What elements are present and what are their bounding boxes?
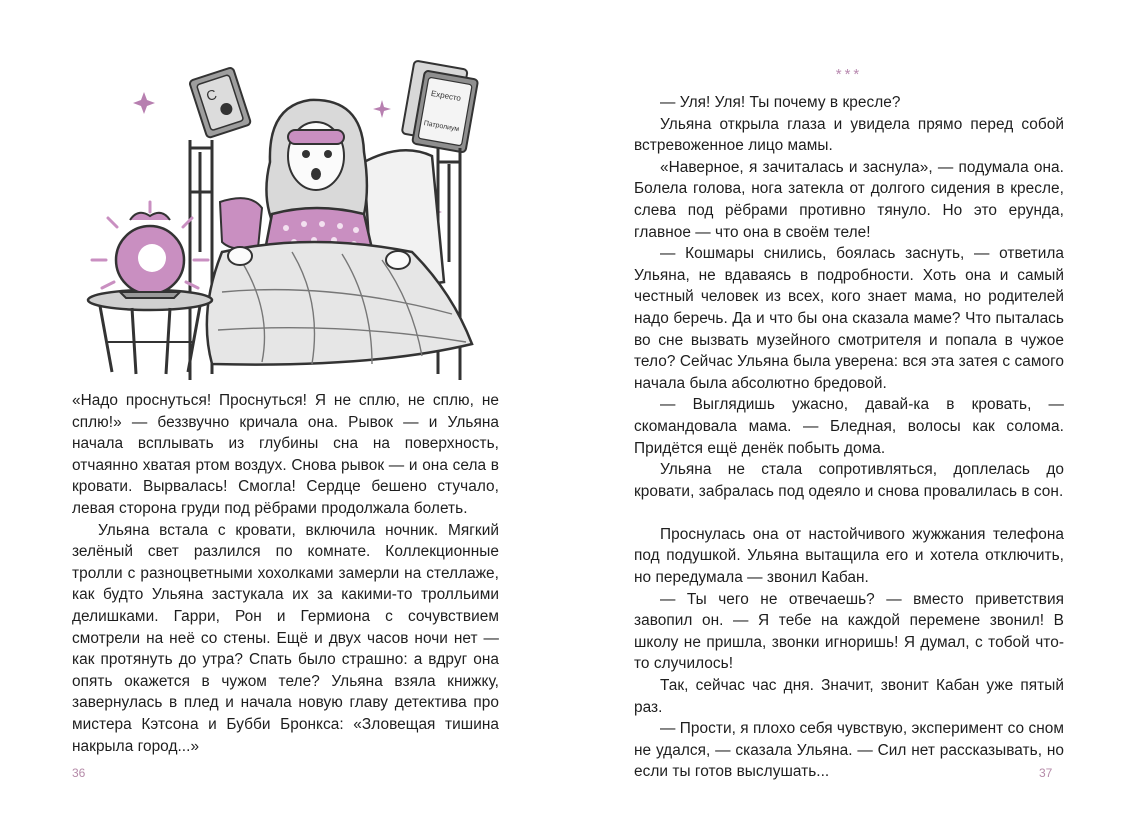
paragraph: «Надо проснуться! Проснуться! Я не сплю, не сплю, не сплю!» — беззвучно кричала она. Рывок — и Ульяна начала всплывать из глубины сна на поверхность, отчаянно хватая ртом воздух. Снова рывок — и она села в кровати. Вырвалась! Смогла! Сердце бешено стучало, левая сторона груди под рёбрами продолжала болеть. [72,392,499,517]
sparkle-icon [133,92,155,114]
flying-card-right [400,60,479,152]
paragraph: Так, сейчас час дня. Значит, звонит Кабан уже пятый раз. [634,677,1064,716]
paragraph: Ульяна встала с кровати, включила ночник. Мягкий зелёный свет разлился по комнате. Коллекционные тролли с разноцветными хохолками замерли на стеллаже, как будто Ульяна застукала их за какими-то тролльими делишками. Гарри, Рон и Гермиона с сочувствием смотрели на неё со стены. Ещё и двух часов ночи нет — как протянуть до утра? Спать было страшно: а вдруг она опять окажется в чужом теле? Ульяна взяла книжку, завернулась в плед и начала новую главу детектива про мистера Кэтсона и Бубби Бронкса: «Зловещая тишина накрыла город...» [72,521,499,755]
sleep-mask [288,130,344,144]
bedroom-illustration [72,52,492,382]
page-number-left: 36 [72,766,86,780]
paragraph: — Кошмары снились, боялась заснуть, — ответила Ульяна, не вдаваясь в подробности. Хоть она и самый честный человек из всех, кого знает мама, но родителей надо беречь. Да и что бы она сказала маме? Что пыталась во сне вызвать музейного смотрителя и попала в чужое тело? Сейчас Ульяна была уверена: вся эта затея с самого начала была абсолютно бредовой. [634,245,1064,392]
side-table [88,290,212,374]
right-page [567,0,1134,831]
section-break-mark: *** [835,66,863,83]
paragraph: Ульяна не стала сопротивляться, доплелась до кровати, забралась под одеяло и снова провалилась в сон. [634,461,1064,500]
sparkle-icon [373,100,391,118]
paragraph: — Выглядишь ужасно, давай-ка в кровать, — скомандовала мама. — Бледная, волосы как солома. Придётся ещё денёк побыть дома. [634,396,1064,457]
paragraph: Ульяна открыла глаза и увидела прямо перед собой встревоженное лицо мамы. [634,115,1064,155]
card-word-1: Ехресто [430,88,462,104]
paragraph: «Наверное, я зачиталась и заснула», — подумала она. Болела голова, нога затекла от долгого сидения в кресле, слева под рёбрами противно тянуло. Но это ерунда, главное — что она в своём теле! [634,158,1064,241]
card-word-2: Патролиум [423,120,460,134]
paragraph: — Ты чего не отвечаешь? — вместо приветствия завопил он. — Я тебе на каждой перемене звонил! В школу не пришла, звонки игноришь! Я думал, с тобой что-то случилось! [634,590,1064,673]
paragraph: — Уля! Уля! Ты почему в кресле? [660,94,901,111]
right-page-text [634,92,1064,783]
flying-card-left [189,67,251,138]
page-number-right: 37 [1039,766,1053,780]
paragraph: — Прости, я плохо себя чувствую, эксперимент со сном не удался, — сказала Ульяна. — Сил нет рассказывать, но если ты готов выслушать... [634,720,1064,781]
left-page-text [72,390,499,757]
paragraph: Проснулась она от настойчивого жужжания телефона под подушкой. Ульяна вытащила его и хотела отключить, но передумала — звонил Кабан. [634,525,1064,587]
small-pillow [220,198,262,249]
card-letter: C [204,85,219,105]
